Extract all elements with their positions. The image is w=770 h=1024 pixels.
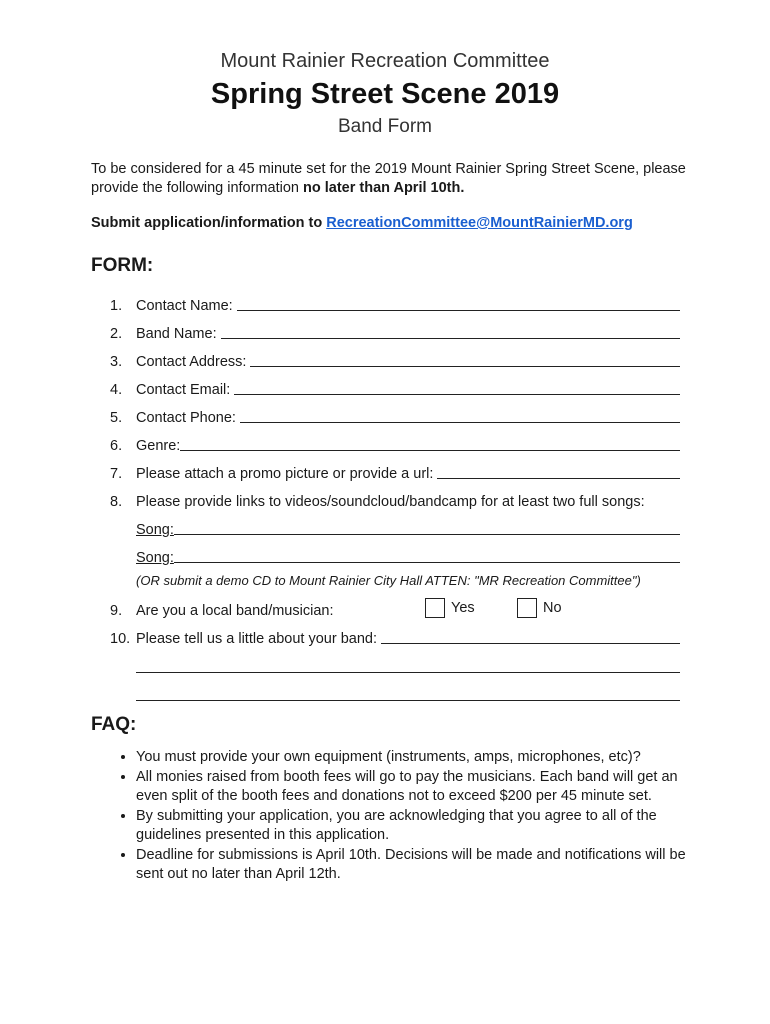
item-number: 9. [110, 603, 123, 619]
contact-phone-field[interactable] [110, 406, 680, 426]
submit-instructions [91, 215, 633, 231]
contact-email-line[interactable] [234, 380, 680, 395]
field-label: Band Name: [136, 326, 217, 342]
item-number: 10. [110, 631, 131, 647]
genre-field[interactable] [110, 434, 680, 454]
field-label: Genre: [136, 438, 181, 454]
item-number: 6. [110, 438, 123, 454]
song-2-field[interactable] [136, 546, 680, 566]
submit-email-link[interactable]: RecreationCommittee@MountRainierMD.org [326, 215, 633, 231]
band-name-field[interactable] [110, 322, 680, 342]
contact-address-line[interactable] [250, 352, 680, 367]
song-1-field[interactable] [136, 518, 680, 538]
item-number: 5. [110, 410, 123, 426]
submit-label: Submit application/information to [91, 215, 327, 231]
faq-heading: FAQ: [91, 714, 137, 735]
intro-text: To be considered for a 45 minute set for the 2019 Mount Rainier Spring Street Scene, please provide the following information [91, 161, 686, 196]
band-name-line[interactable] [221, 324, 680, 339]
about-band-line-1[interactable] [381, 629, 680, 644]
deadline-text: no later than April 10th. [302, 180, 465, 196]
contact-address-field[interactable] [110, 350, 680, 370]
about-band-line-2[interactable] [136, 672, 680, 673]
field-label: Contact Name: [136, 298, 233, 314]
local-band-question [110, 599, 410, 619]
item-number: 2. [110, 326, 123, 342]
contact-name-line[interactable] [237, 296, 680, 311]
song-label: Song: [136, 522, 174, 538]
item-number: 8. [110, 494, 123, 510]
about-band-line-3[interactable] [136, 700, 680, 701]
item-number: 3. [110, 354, 123, 370]
intro-paragraph [91, 160, 691, 198]
yes-option[interactable] [425, 598, 475, 618]
no-label: No [543, 600, 562, 616]
contact-name-field[interactable] [110, 294, 680, 314]
yes-checkbox[interactable] [425, 598, 445, 618]
song-links-prompt [110, 490, 680, 510]
promo-url-line[interactable] [437, 464, 680, 479]
faq-item: • Deadline for submissions is April 10th. Decisions will be made and notifications will be sent out no later than April 12th. [136, 846, 691, 885]
field-label: Contact Phone: [136, 410, 236, 426]
field-label: Contact Email: [136, 382, 231, 398]
form-heading: FORM: [91, 255, 154, 276]
contact-email-field[interactable] [110, 378, 680, 398]
field-label: Are you a local band/musician: [136, 603, 334, 619]
field-label: Please provide links to videos/soundcloud/bandcamp for at least two full songs: [136, 494, 645, 510]
item-number: 4. [110, 382, 123, 398]
faq-list [91, 748, 691, 885]
form-subtitle: Band Form [338, 116, 432, 137]
faq-item: • You must provide your own equipment (instruments, amps, microphones, etc)? [136, 748, 691, 768]
promo-url-field[interactable] [110, 462, 680, 482]
yes-label: Yes [451, 600, 475, 616]
song-1-line[interactable] [174, 520, 680, 535]
contact-phone-line[interactable] [240, 408, 680, 423]
faq-item: • By submitting your application, you are acknowledging that you agree to all of the guidelines presented in this application. [136, 807, 691, 846]
item-number: 7. [110, 466, 123, 482]
about-band-field[interactable] [110, 627, 680, 647]
page-title: Spring Street Scene 2019 [210, 78, 560, 110]
field-label: Contact Address: [136, 354, 247, 370]
no-option[interactable] [517, 598, 562, 618]
item-number: 1. [110, 298, 123, 314]
field-label: Please attach a promo picture or provide a url: [136, 466, 434, 482]
genre-line[interactable] [180, 436, 680, 451]
song-label: Song: [136, 550, 174, 566]
organization-name: Mount Rainier Recreation Committee [220, 50, 550, 72]
field-label: Please tell us a little about your band: [136, 631, 378, 647]
faq-item: • All monies raised from booth fees will go to pay the musicians. Each band will get an even split of the booth fees and donations not to exceed $200 per 45 minute set. [136, 768, 691, 807]
demo-cd-note: (OR submit a demo CD to Mount Rainier City Hall ATTEN: "MR Recreation Committee") [136, 573, 641, 588]
song-2-line[interactable] [174, 548, 680, 563]
no-checkbox[interactable] [517, 598, 537, 618]
